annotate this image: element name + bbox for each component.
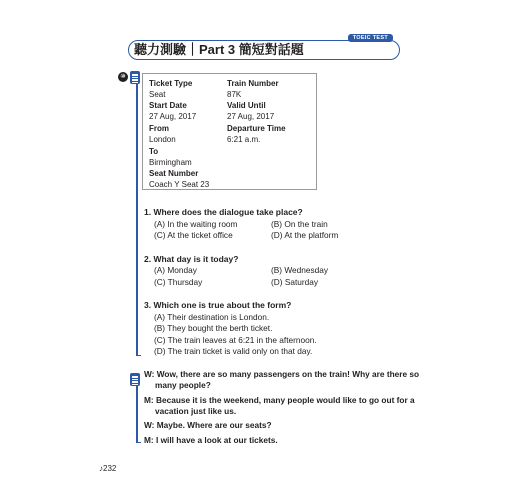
ticket-field [149, 169, 209, 190]
question-1 [144, 207, 303, 218]
field-label: Valid Until [227, 101, 266, 110]
field-value: Birmingham [149, 157, 192, 167]
field-label: Departure Time [227, 124, 286, 133]
field-value: 6:21 a.m. [227, 134, 261, 144]
option-3a[interactable]: (A) Their destination is London. [154, 312, 270, 322]
question-2 [144, 254, 238, 265]
field-value: Seat [149, 89, 166, 99]
ticket-field [227, 101, 274, 122]
option-1b[interactable]: (B) On the train [271, 219, 328, 229]
option-3d[interactable]: (D) The train ticket is valid only on that day. [154, 346, 313, 356]
dialogue-line-3: W: Maybe. Where are our seats? [144, 420, 272, 430]
option-1c[interactable]: (C) At the ticket office [154, 230, 233, 240]
ticket-field [227, 79, 279, 100]
field-label: Start Date [149, 101, 187, 110]
question-3 [144, 300, 291, 311]
ticket-field [149, 124, 176, 145]
field-label: From [149, 124, 169, 133]
section-line-questions [136, 82, 138, 356]
number-marker-icon: ⑩ [118, 72, 128, 82]
option-2c[interactable]: (C) Thursday [154, 277, 203, 287]
dialogue-line-1-cont: many people? [155, 380, 211, 390]
toeic-badge: TOEIC TEST [348, 34, 393, 42]
ticket-field [149, 101, 196, 122]
field-label: Ticket Type [149, 79, 193, 88]
ticket-field [149, 79, 192, 100]
field-value: 87K [227, 89, 242, 99]
dialogue-line-2-cont: vacation just like us. [155, 406, 237, 416]
option-2d[interactable]: (D) Saturday [271, 277, 319, 287]
field-value: 27 Aug, 2017 [149, 111, 197, 121]
option-3c[interactable]: (C) The train leaves at 6:21 in the afternoon. [154, 335, 317, 345]
ticket-form [142, 73, 317, 190]
field-label: To [149, 147, 159, 156]
field-label: Seat Number [149, 169, 199, 178]
dialogue-line-4: M: I will have a look at our tickets. [144, 435, 278, 445]
option-1a[interactable]: (A) In the waiting room [154, 219, 238, 229]
section-line-dialogue [136, 385, 138, 443]
question-stem: 1. Where does the dialogue take place? [144, 207, 303, 217]
field-value: Coach Y Seat 23 [149, 179, 210, 189]
question-stem: 2. What day is it today? [144, 254, 239, 264]
dialogue-line-2: M: Because it is the weekend, many people would like to go out for a [144, 395, 415, 405]
dialogue-line-1: W: Wow, there are so many passengers on the train! Why are there so [144, 369, 420, 379]
dialogue-icon [130, 373, 140, 386]
field-value: London [149, 134, 176, 144]
page-title: 聽力測驗｜Part 3 簡短對話題 [134, 42, 304, 57]
ticket-field [227, 124, 286, 145]
option-2b[interactable]: (B) Wednesday [271, 265, 329, 275]
option-1d[interactable]: (D) At the platform [271, 230, 339, 240]
field-label: Train Number [227, 79, 279, 88]
page-number: ♪232 [99, 464, 117, 473]
option-3b[interactable]: (B) They bought the berth ticket. [154, 323, 273, 333]
option-2a[interactable]: (A) Monday [154, 265, 197, 275]
question-stem: 3. Which one is true about the form? [144, 300, 292, 310]
field-value: 27 Aug, 2017 [227, 111, 275, 121]
script-icon [130, 71, 140, 84]
ticket-field [149, 147, 192, 168]
